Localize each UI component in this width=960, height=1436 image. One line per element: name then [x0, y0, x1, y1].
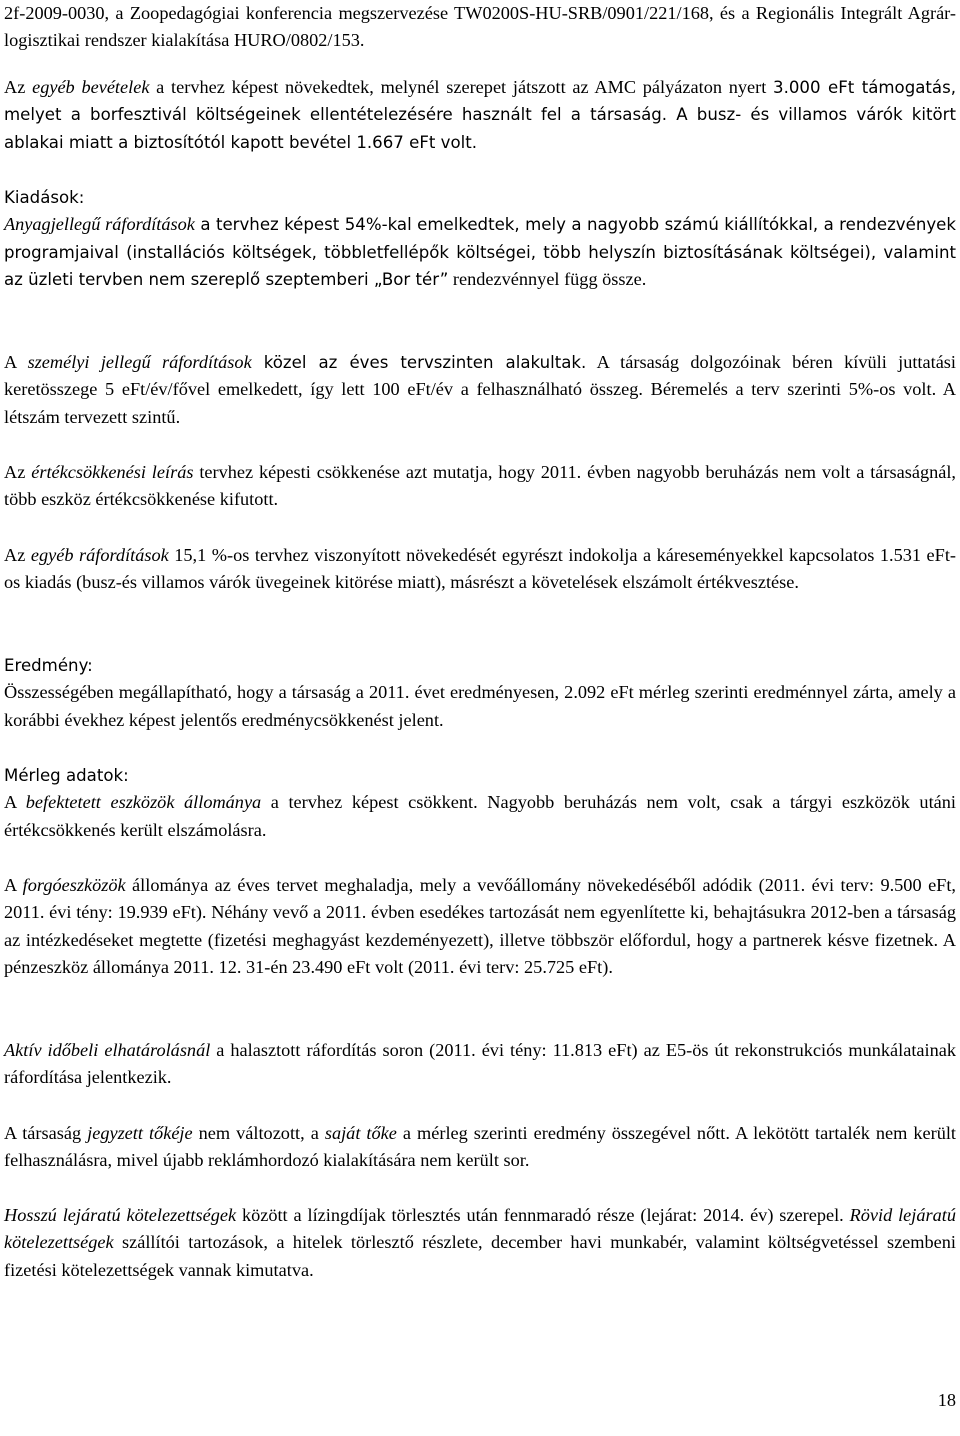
paragraph-liabilities — [4, 1202, 956, 1284]
text-run-sans: 3.000 eFt támogatás, melyet a borfesztivál költségeinek ellentételezésére használt fel a társaság. A busz- és villamos várók kitört ablakai miatt a biztosítótól kapott bevétel 1.667 eFt volt. — [4, 78, 956, 152]
term-material-costs: Anyagjellegű ráfordítások — [4, 214, 195, 235]
paragraph-projects — [4, 0, 956, 55]
text-run: a mérleg szerinti eredmény összegével nőtt. A lekötött tartalék nem került felhasználásra, mivel újabb reklámhordozó kialakítására nem került sor. — [4, 1123, 957, 1171]
paragraph-current-assets — [4, 872, 956, 982]
text-run: A — [4, 352, 28, 372]
term-other-income: egyéb bevételek — [32, 77, 150, 97]
text-run: a halasztott ráfordítás soron (2011. évi tény: 11.813 eFt) az E5-ös út rekonstrukciós munkálatainak ráfordítása jelentkezik. — [4, 1040, 956, 1088]
text-run: a tervhez képest növekedtek, melynél szerepet játszott az AMC pályázaton nyert — [149, 77, 774, 97]
paragraph-personnel — [4, 349, 956, 431]
term-accrued: Aktív időbeli elhatárolásnál — [4, 1040, 211, 1060]
paragraph-equity — [4, 1120, 956, 1175]
text-run: szállítói tartozások, a hitelek törlesztő részlete, december havi munkabér, valamint költségvetéssel szembeni fizetési kötelezettségek vannak kimutatva. — [4, 1232, 956, 1280]
text-run: Az — [4, 462, 32, 482]
page-number: 18 — [937, 1390, 956, 1410]
section-heading-result: Eredmény: — [4, 656, 93, 675]
text-run: Az — [4, 545, 31, 565]
paragraph-text: 2f-2009-0030, a Zoopedagógiai konferencia megszervezése TW0200S-HU-SRB/0901/221/168, és a Regionális Integrált Agrár-logisztikai rendszer kialakítása HURO/0802/153. — [4, 3, 956, 51]
term-equity: saját tőke — [324, 1123, 397, 1143]
paragraph-fixed-assets — [4, 789, 956, 844]
text-run: A társaság dolgozóinak béren kívüli juttatási keretösszege 5 eFt/év/fővel emelkedett, így lett 100 eFt/év a felhasználható összeg. Béremelés a terv szerinti 5%-os volt. A létszám tervezett szintű. — [4, 352, 957, 427]
section-balance-sheet — [4, 762, 956, 844]
text-run: Az — [4, 77, 33, 97]
paragraph-material-costs — [4, 211, 956, 293]
text-run: A — [4, 875, 23, 895]
paragraph-result: Összességében megállapítható, hogy a társaság a 2011. évet eredményesen, 2.092 eFt mérleg szerinti eredménnyel zárta, amely a korábbi évekhez képest jelentős eredménycsökkenést jelent. — [4, 682, 956, 730]
paragraph-other-income — [4, 74, 956, 156]
term-personnel-costs: személyi jellegű ráfordítások — [27, 352, 252, 372]
term-long-term-liabilities: Hosszú lejáratú kötelezettségek — [4, 1205, 237, 1225]
paragraph-accrued — [4, 1037, 956, 1092]
text-run-sans: közel az éves tervszinten alakultak. — [251, 353, 587, 372]
section-result — [4, 652, 956, 734]
term-registered-capital: jegyzett tőkéje — [87, 1123, 193, 1143]
text-run: a tervhez képest csökkent. Nagyobb beruházás nem volt, csak a tárgyi eszközök utáni értékcsökkenés került elszámolásra. — [4, 792, 956, 840]
text-run: 15,1 %-os tervhez viszonyított növekedését egyrészt indokolja a káreseményekkel kapcsolatos 1.531 eFt-os kiadás (busz-és villamos várók üvegeinek kitörése miatt), másrészt a követelések elszámolt értékvesztése. — [4, 545, 956, 593]
section-heading-expenses: Kiadások: — [4, 188, 85, 207]
text-run: nem változott, a — [192, 1123, 325, 1143]
text-run: tervhez képesti csökkenése azt mutatja, hogy 2011. évben nagyobb beruházás nem volt a társaságnál, több eszköz értékcsökkenése kifutott. — [4, 462, 956, 510]
term-depreciation: értékcsökkenési leírás — [31, 462, 194, 482]
term-current-assets: forgóeszközök — [22, 875, 126, 895]
term-short-term-liabilities: Rövid lejáratú kötelezettségek — [4, 1205, 956, 1253]
text-run: között a lízingdíjak törlesztés után fennmaradó része (lejárat: 2014. év) szerepel. — [236, 1205, 850, 1225]
text-run-sans: a tervhez képest 54%-kal emelkedtek, mely a nagyobb számú kiállítókkal, a rendezvények programjaival (installációs költségek, többletfellépők költségei, több helyszín biztosításának költségei), valamint az üzleti tervben nem szereplő szeptemberi „Bor tér” — [4, 215, 956, 290]
section-expenses — [4, 184, 956, 294]
term-other-expenses: egyéb ráfordítások — [30, 545, 169, 565]
text-run: rendezvénnyel függ össze. — [448, 269, 647, 290]
paragraph-depreciation — [4, 459, 956, 514]
text-run: állománya az éves tervet meghaladja, mely a vevőállomány növekedéséből adódik (2011. évi terv: 9.500 eFt, 2011. évi tény: 19.939 eFt). Néhány vevő a 2011. évben esedékes tartozását nem egyenlítette ki, behajtásukra 2012-ben a társaság az intézkedéseket megtette (fizetési meghagyást kezdeményezett), illetve többször előfordul, hogy a partnerek késve fizetnek. A pénzeszköz állománya 2011. 12. 31-én 23.490 eFt volt (2011. évi terv: 25.725 eFt). — [4, 875, 956, 978]
text-run: A társaság — [4, 1123, 88, 1143]
text-run: A — [4, 792, 26, 813]
section-heading-balance-sheet: Mérleg adatok: — [4, 766, 129, 785]
paragraph-other-expenses — [4, 542, 956, 597]
term-fixed-assets: befektetett eszközök állománya — [25, 792, 262, 813]
